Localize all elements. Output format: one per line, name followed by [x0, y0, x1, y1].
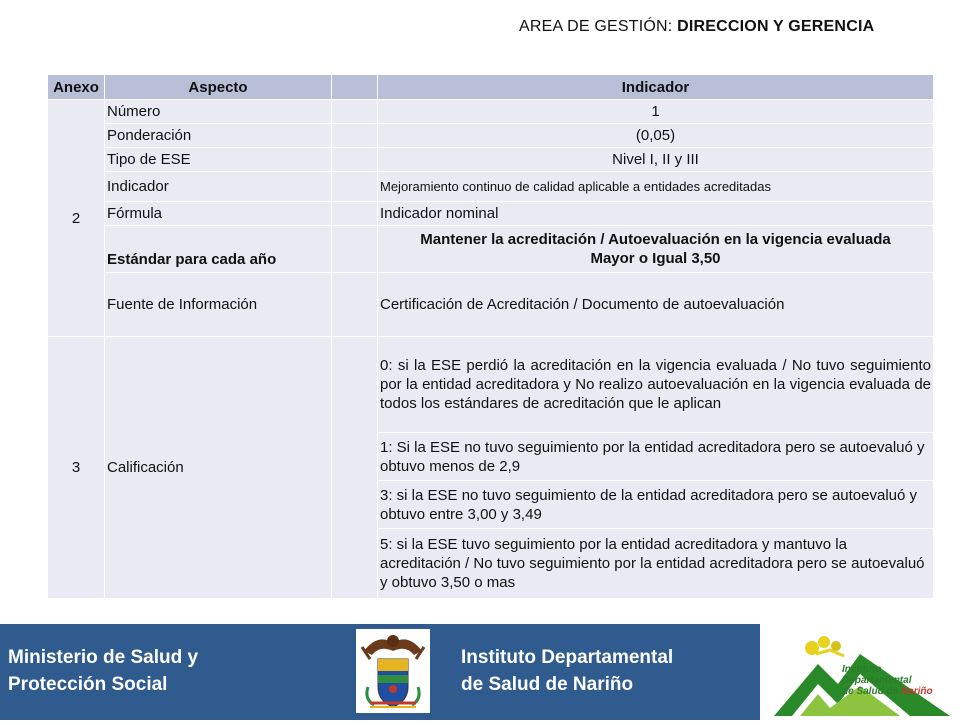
- area-title: [519, 18, 874, 36]
- aspect-cell: Fuente de Información: [105, 273, 332, 337]
- ministry-line-1: Ministerio de Salud y: [8, 647, 199, 668]
- spacer-cell: [332, 100, 378, 124]
- indicator-table: [47, 74, 934, 599]
- area-label: AREA DE GESTIÓN:: [519, 18, 673, 35]
- ministry-line-2: Protección Social: [8, 674, 168, 695]
- header-empty: [332, 75, 378, 100]
- area-value: DIRECCION Y GERENCIA: [677, 18, 875, 35]
- spacer-cell: [332, 148, 378, 172]
- table-row: [48, 226, 934, 273]
- value-cell: Mejoramiento continuo de calidad aplicable a entidades acreditadas: [378, 172, 934, 202]
- logo-line-1: Instituto: [842, 664, 882, 675]
- annex-2-cell: 2: [48, 100, 105, 337]
- value-cell: 1: [378, 100, 934, 124]
- header-indicator: Indicador: [378, 75, 934, 100]
- aspect-cell: Estándar para cada año: [105, 226, 332, 273]
- score-cell: 0: si la ESE perdió la acreditación en la vigencia evaluada / No tuvo seguimiento por la entidad acreditadora y No realizo autoevaluación en la vigencia evaluada de todos los estándares de acreditación que le aplican: [378, 337, 934, 433]
- header-aspect: Aspecto: [105, 75, 332, 100]
- standard-line-2: Mayor o Igual 3,50: [590, 250, 721, 267]
- aspect-cell: Ponderación: [105, 124, 332, 148]
- value-cell: (0,05): [378, 124, 934, 148]
- aspect-cell: Indicador: [105, 172, 332, 202]
- aspect-cell: Fórmula: [105, 202, 332, 226]
- score-cell: 5: si la ESE tuvo seguimiento por la entidad acreditadora y mantuvo la acreditación / No tuvo seguimiento por la entidad acreditadora pero se autoevaluó y obtuvo 3,50 o mas: [378, 529, 934, 599]
- logo-wordmark: [842, 664, 933, 697]
- coat-of-arms-icon: [356, 629, 430, 713]
- spacer-cell: [332, 202, 378, 226]
- spacer-cell: [332, 124, 378, 148]
- table-row: [48, 100, 934, 124]
- institute-name: [461, 644, 673, 698]
- score-cell: 3: si la ESE no tuvo seguimiento de la entidad acreditadora pero se autoevaluó y obtuvo entre 3,00 y 3,49: [378, 481, 934, 529]
- table-row: [48, 172, 934, 202]
- spacer-cell: [332, 337, 378, 599]
- table-row: [48, 337, 934, 433]
- ministry-name: [8, 644, 198, 698]
- spacer-cell: [332, 273, 378, 337]
- institute-logo: [760, 624, 960, 720]
- standard-line-1: Mantener la acreditación / Autoevaluación en la vigencia evaluada: [420, 231, 891, 248]
- score-cell: 1: Si la ESE no tuvo seguimiento por la entidad acreditadora pero se autoevaluó y obtuvo menos de 2,9: [378, 433, 934, 481]
- value-cell: Indicador nominal: [378, 202, 934, 226]
- table-row: [48, 148, 934, 172]
- table-header-row: [48, 75, 934, 100]
- table-row: [48, 202, 934, 226]
- institute-line-1: Instituto Departamental: [461, 647, 674, 668]
- table-row: [48, 273, 934, 337]
- logo-line-2: Departamental: [842, 675, 912, 686]
- logo-line-3a: de Salud de: [842, 686, 899, 697]
- annex-3-cell: 3: [48, 337, 105, 599]
- spacer-cell: [332, 226, 378, 273]
- header-annex: Anexo: [48, 75, 105, 100]
- table-row: [48, 124, 934, 148]
- aspect-cell: Tipo de ESE: [105, 148, 332, 172]
- standard-cell: [378, 226, 934, 273]
- footer-band: [0, 624, 960, 720]
- institute-line-2: de Salud de Nariño: [461, 674, 634, 695]
- logo-line-3: [842, 686, 933, 697]
- logo-line-3b: Nariño: [900, 686, 933, 697]
- value-cell: Certificación de Acreditación / Documento de autoevaluación: [378, 273, 934, 337]
- aspect-cell: Calificación: [105, 337, 332, 599]
- aspect-cell: Número: [105, 100, 332, 124]
- value-cell: Nivel I, II y III: [378, 148, 934, 172]
- spacer-cell: [332, 172, 378, 202]
